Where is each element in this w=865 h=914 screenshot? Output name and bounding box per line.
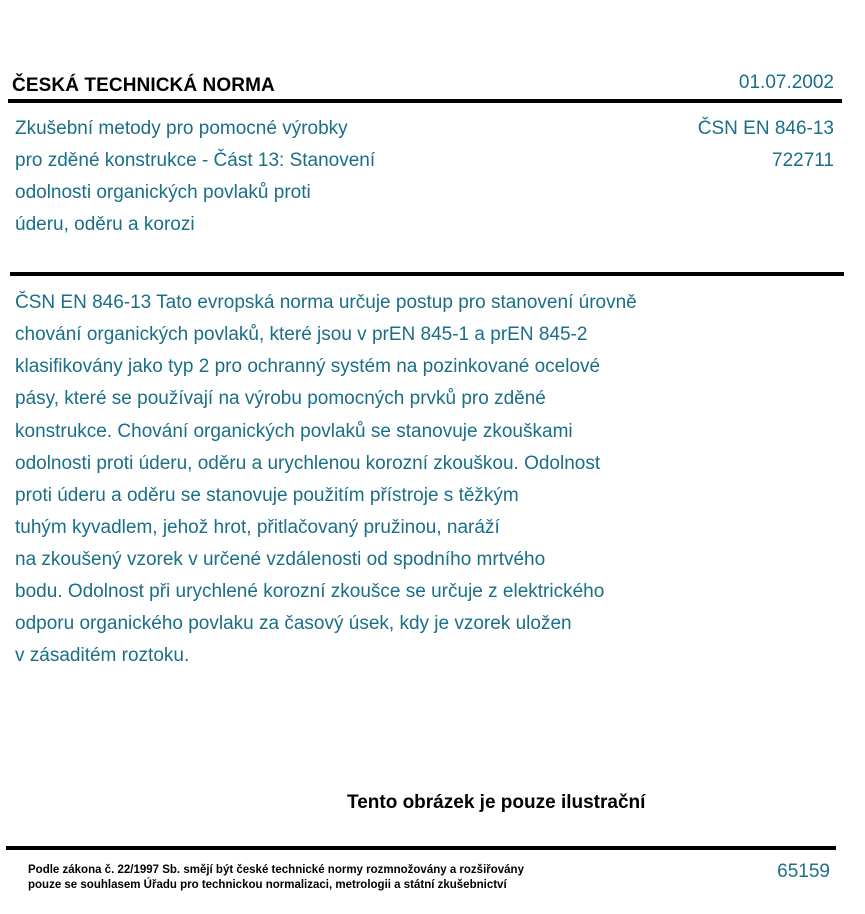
abstract-line: pásy, které se používají na výrobu pomocných prvků pro zděné (15, 388, 546, 409)
legal-notice-line: Podle zákona č. 22/1997 Sb. smějí být české technické normy rozmnožovány a rozšiřovány (28, 864, 524, 876)
abstract-line: chování organických povlaků, které jsou v prEN 845-1 a prEN 845-2 (15, 324, 588, 345)
abstract-line: odporu organického povlaku za časový úsek, kdy je vzorek uložen (15, 613, 572, 634)
title-line: odolnosti organických povlaků proti (15, 182, 311, 203)
abstract-line: bodu. Odolnost při urychlené korozní zkoušce se určuje z elektrického (15, 581, 605, 602)
footer-rule (6, 846, 836, 850)
abstract-line: ČSN EN 846-13 Tato evropská norma určuje postup pro stanovení úrovně (15, 292, 637, 313)
document-number: 65159 (777, 861, 830, 882)
abstract-line: proti úderu a oděru se stanovuje použitím přístroje s těžkým (15, 485, 519, 506)
illustrative-notice: Tento obrázek je pouze ilustrační (347, 792, 646, 813)
class-code: 722711 (772, 150, 834, 171)
title-rule (10, 272, 844, 276)
publication-date: 01.07.2002 (738, 72, 834, 93)
abstract-line: na zkoušený vzorek v určené vzdálenosti od spodního mrtvého (15, 549, 546, 570)
title-line: pro zděné konstrukce - Část 13: Stanovení (15, 150, 376, 171)
title-line: úderu, oděru a korozi (15, 214, 195, 235)
abstract-line: klasifikovány jako typ 2 pro ochranný systém na pozinkované ocelové (15, 356, 601, 377)
abstract-line: odolnosti proti úderu, oděru a urychlenou korozní zkouškou. Odolnost (15, 453, 601, 474)
norm-label: ČESKÁ TECHNICKÁ NORMA (12, 75, 275, 96)
title-line: Zkušební metody pro pomocné výrobky (15, 118, 348, 139)
header-rule (8, 99, 842, 103)
legal-notice-line: pouze se souhlasem Úřadu pro technickou normalizaci, metrologii a státní zkušebnictví (28, 879, 507, 891)
standard-code: ČSN EN 846-13 (697, 118, 834, 139)
abstract-line: tuhým kyvadlem, jehož hrot, přitlačovaný pružinou, naráží (15, 517, 500, 538)
abstract-line: v zásaditém roztoku. (15, 645, 190, 666)
abstract-line: konstrukce. Chování organických povlaků se stanovuje zkouškami (15, 421, 573, 442)
